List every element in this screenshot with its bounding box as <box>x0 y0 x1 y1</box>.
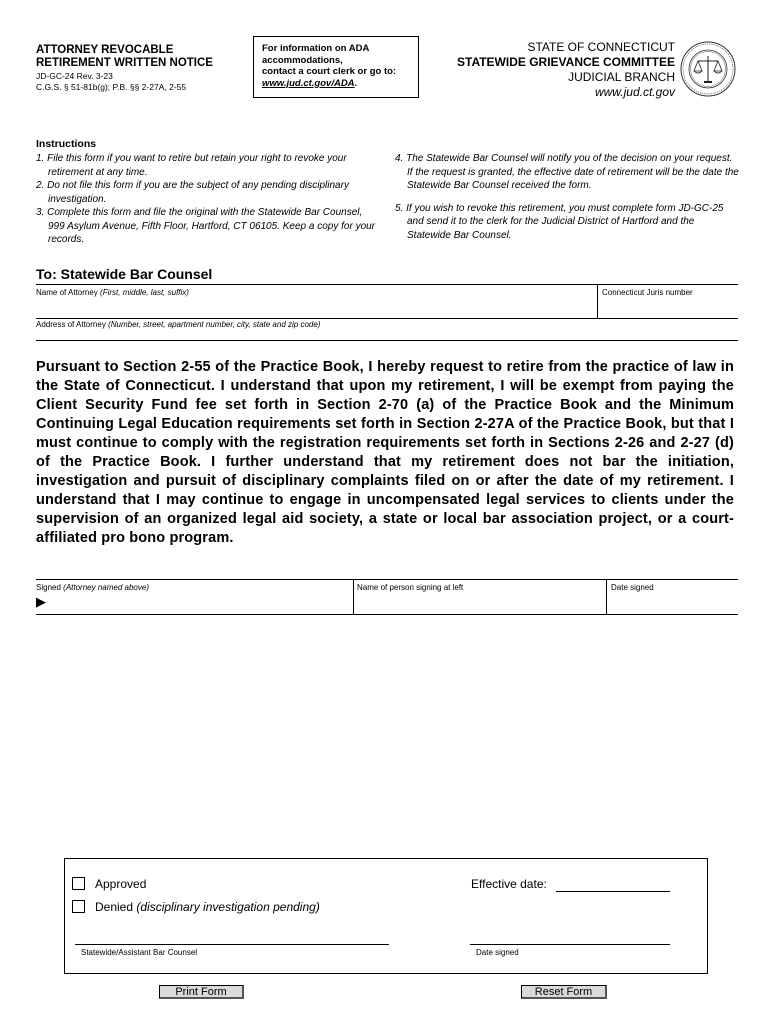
address-field[interactable] <box>36 330 736 340</box>
ada-period: . <box>354 77 358 89</box>
denied-label-text: Denied <box>95 900 134 914</box>
form-title-line1: ATTORNEY REVOCABLE <box>36 44 174 56</box>
address-label <box>36 320 320 329</box>
ada-info-box <box>253 36 419 98</box>
instructions-left-column <box>36 152 376 247</box>
approved-label: Approved <box>95 877 147 891</box>
effective-date-label: Effective date: <box>471 877 547 891</box>
signer-name-label: Name of person signing at left <box>357 583 464 592</box>
signed-label-text: Signed <box>36 583 61 592</box>
signed-label <box>36 583 149 592</box>
divider <box>36 579 738 580</box>
ada-link[interactable]: www.jud.ct.gov/ADA <box>262 77 355 89</box>
arrow-right-icon: ▶ <box>36 594 46 609</box>
date-signed-label: Date signed <box>611 583 654 592</box>
approval-date-label: Date signed <box>476 948 519 957</box>
juris-number-field[interactable] <box>600 298 736 316</box>
committee-name: STATEWIDE GRIEVANCE COMMITTEE <box>457 55 675 69</box>
divider <box>353 579 354 614</box>
denied-checkbox[interactable] <box>72 900 85 913</box>
instruction-item: 4. The Statewide Bar Counsel will notify you of the decision on your request. If the request is granted, the effective date of retirement will be the date the Statewide Bar Counsel received the form. <box>395 153 739 191</box>
divider <box>36 318 738 319</box>
attorney-name-hint: (First, middle, last, suffix) <box>100 288 189 297</box>
branch-name: JUDICIAL BRANCH <box>568 70 675 84</box>
signature-field[interactable] <box>52 594 350 612</box>
ada-line3: contact a court clerk or go to: <box>262 66 397 77</box>
divider <box>597 284 598 319</box>
to-heading: To: Statewide Bar Counsel <box>36 266 213 282</box>
denied-hint: (disciplinary investigation pending) <box>136 900 320 914</box>
denied-label <box>95 900 320 914</box>
form-number: JD-GC-24 Rev. 3-23 <box>36 71 113 81</box>
juris-number-label: Connecticut Juris number <box>602 288 693 297</box>
ada-line2: accommodations, <box>262 54 343 66</box>
attorney-name-field[interactable] <box>36 298 594 316</box>
ada-line1: For information on ADA <box>262 43 370 54</box>
approval-date-line <box>470 944 670 945</box>
divider <box>36 614 738 615</box>
attorney-name-label-text: Name of Attorney <box>36 288 98 297</box>
effective-date-field[interactable] <box>556 876 670 891</box>
divider <box>36 340 738 341</box>
form-meta <box>36 71 186 93</box>
retirement-statement: Pursuant to Section 2-55 of the Practice Book, I hereby request to retire from the practice of law in the State of Connecticut. I understand that upon my retirement, I will be exempt from paying the Client Security Fund fee set forth in Section 2-70 (a) of the Practice Book and the Minimum Continuing Legal Education requirements set forth in Section 2-27A of the Practice Book, but that I must continue to comply with the registration requirements set forth in Sections 2-26 and 2-27 (d) of the Practice Book. I further understand that my retirement does not bar the initiation, investigation and pursuit of disciplinary complaints filed on or after the date of my retirement. I understand that I may continue to engage in uncompensated legal services to clients under the supervision of an organized legal aid society, a state or local bar association project, or a court-affiliated pro bono program. <box>36 359 734 546</box>
signed-hint: (Attorney named above) <box>63 583 149 592</box>
counsel-signature-field[interactable] <box>75 928 389 943</box>
print-form-button[interactable]: Print Form <box>159 985 244 999</box>
agency-website: www.jud.ct.gov <box>594 85 675 99</box>
instruction-item: 1. File this form if you want to retire but retain your right to revoke your retirement at any time. <box>36 153 347 178</box>
state-name: STATE OF CONNECTICUT <box>527 40 675 54</box>
address-hint: (Number, street, apartment number, city, state and zip code) <box>108 320 321 329</box>
counsel-signature-line <box>75 944 389 945</box>
instructions-heading: Instructions <box>36 138 97 150</box>
approval-date-field[interactable] <box>470 928 670 943</box>
effective-date-underline <box>556 891 670 892</box>
form-title-line2: RETIREMENT WRITTEN NOTICE <box>36 57 213 69</box>
divider <box>36 284 738 285</box>
form-title <box>36 44 213 70</box>
divider <box>606 579 607 614</box>
instruction-item: 5. If you wish to revoke this retirement, you must complete form JD-GC-25 and send it to the clerk for the Judicial District of Hartford and the Statewide Bar Counsel. <box>395 202 724 241</box>
approved-checkbox[interactable] <box>72 877 85 890</box>
agency-block <box>457 40 675 100</box>
address-label-text: Address of Attorney <box>36 320 106 329</box>
instruction-item: 3. Complete this form and file the original with the Statewide Bar Counsel, 999 Asylum Avenue, Fifth Floor, Hartford, CT 06105. Keep a copy for your records. <box>36 207 376 245</box>
instruction-item: 2. Do not file this form if you are the subject of any pending disciplinary investigation. <box>36 180 349 205</box>
attorney-name-label <box>36 288 189 297</box>
state-seal-icon <box>679 40 737 98</box>
counsel-label: Statewide/Assistant Bar Counsel <box>81 948 198 957</box>
date-signed-field[interactable] <box>609 594 737 612</box>
reset-form-button[interactable]: Reset Form <box>521 985 607 999</box>
instructions-right-column <box>395 152 740 242</box>
signer-name-field[interactable] <box>356 594 602 612</box>
form-statutes: C.G.S. § 51-81b(g); P.B. §§ 2-27A, 2-55 <box>36 82 187 92</box>
